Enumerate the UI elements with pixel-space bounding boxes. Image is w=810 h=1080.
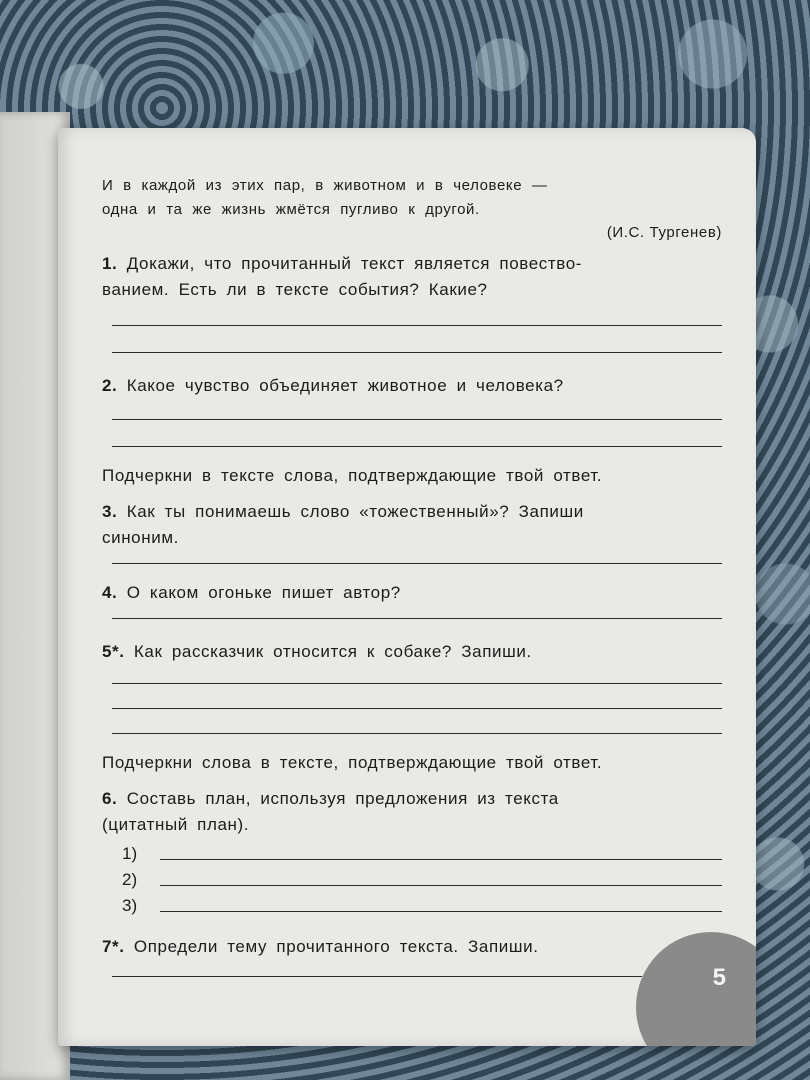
page-number: 5 — [712, 964, 726, 991]
page-content — [102, 174, 722, 977]
question-6-number: 6. — [102, 789, 118, 808]
answer-line[interactable] — [112, 733, 722, 734]
question-5 — [102, 639, 722, 665]
question-5-number: 5*. — [102, 642, 125, 661]
answer-line[interactable] — [112, 563, 722, 564]
instruction-underline-2: Подчеркни слова в тексте, подтверждающие твой ответ. — [102, 753, 603, 772]
workbook-page — [58, 128, 756, 1046]
plan-item-number: 1) — [122, 844, 138, 863]
instruction-underline-1: Подчеркни в тексте слова, подтверждающие твой ответ. — [102, 466, 603, 485]
plan-item-2 — [122, 864, 722, 890]
question-2 — [102, 373, 722, 399]
question-1-text-1: Докажи, что прочитанный текст является повество- — [126, 254, 583, 273]
question-2-number: 2. — [102, 376, 118, 395]
question-6-text-2: (цитатный план). — [102, 815, 250, 834]
plan-item-1 — [122, 838, 722, 864]
epigraph — [102, 174, 722, 222]
plan-item-number: 3) — [122, 896, 138, 915]
question-7-text: Определи тему прочитанного текста. Запиши. — [133, 937, 539, 956]
answer-line[interactable] — [112, 618, 722, 619]
answer-line[interactable] — [112, 352, 722, 353]
question-5-text: Как рассказчик относится к собаке? Запиши. — [133, 642, 532, 661]
question-3-text-2: синоним. — [102, 528, 179, 547]
epigraph-author: (И.С. Тургенев) — [606, 224, 722, 241]
answer-line[interactable] — [112, 976, 642, 977]
answer-line[interactable] — [112, 683, 722, 684]
question-1-number: 1. — [102, 254, 118, 273]
epigraph-line-2: одна и та же жизнь жмётся пугливо к другой. — [102, 201, 480, 218]
answer-line[interactable] — [112, 708, 722, 709]
epigraph-line-1: И в каждой из этих пар, в животном и в человеке — — [102, 177, 548, 194]
answer-line[interactable] — [112, 446, 722, 447]
plan-item-3 — [122, 890, 722, 916]
question-6 — [102, 786, 722, 838]
answer-line[interactable] — [160, 911, 722, 912]
question-4 — [102, 580, 722, 606]
question-4-text: О каком огоньке пишет автор? — [126, 583, 401, 602]
question-1 — [102, 251, 722, 303]
question-7 — [102, 934, 722, 960]
question-3 — [102, 499, 722, 551]
question-7-number: 7*. — [102, 937, 125, 956]
question-6-text-1: Составь план, используя предложения из текста — [126, 789, 559, 808]
answer-line[interactable] — [160, 885, 722, 886]
answer-line[interactable] — [112, 325, 722, 326]
question-4-number: 4. — [102, 583, 118, 602]
answer-line[interactable] — [160, 859, 722, 860]
plan-item-number: 2) — [122, 870, 138, 889]
question-2-text: Какое чувство объединяет животное и человека? — [126, 376, 564, 395]
answer-line[interactable] — [112, 419, 722, 420]
question-3-text-1: Как ты понимаешь слово «тожественный»? Запиши — [126, 502, 584, 521]
question-1-text-2: ванием. Есть ли в тексте события? Какие? — [102, 280, 488, 299]
question-3-number: 3. — [102, 502, 118, 521]
